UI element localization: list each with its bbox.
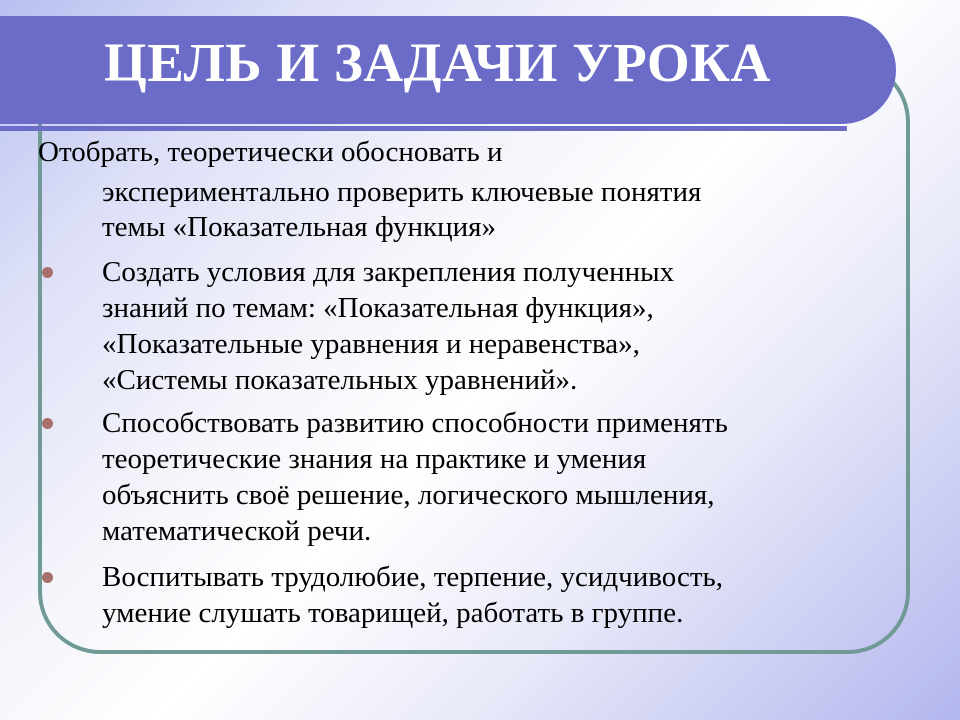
paragraph-3-line-4: математической речи. — [102, 515, 372, 547]
paragraph-2-line-2: знаний по темам: «Показательная функция», — [102, 292, 654, 324]
paragraph-1-line-2: экспериментально проверить ключевые понятия — [102, 176, 702, 208]
paragraph-1-line-1: Отобрать, теоретически обосновать и — [38, 136, 503, 168]
bullet-dot — [42, 572, 53, 583]
slide-title: ЦЕЛЬ И ЗАДАЧИ УРОКА — [104, 32, 771, 93]
paragraph-2-line-1: Создать условия для закрепления полученных — [102, 256, 675, 288]
paragraph-4-line-1: Воспитывать трудолюбие, терпение, усидчивость, — [102, 561, 724, 593]
paragraph-4-line-2: умение слушать товарищей, работать в группе. — [102, 597, 684, 629]
paragraph-3-line-2: теоретические знания на практике и умения — [102, 443, 647, 475]
bullet-dot — [42, 267, 53, 278]
paragraph-3-line-3: объяснить своё решение, логического мышления, — [102, 479, 715, 511]
paragraph-2-line-3: «Показательные уравнения и неравенства», — [102, 328, 640, 360]
paragraph-1-line-3: темы «Показательная функция» — [102, 211, 496, 243]
paragraph-3-line-1: Способствовать развитию способности применять — [102, 407, 728, 439]
bullet-dot — [42, 418, 53, 429]
paragraph-2-line-4: «Системы показательных уравнений». — [102, 364, 578, 396]
